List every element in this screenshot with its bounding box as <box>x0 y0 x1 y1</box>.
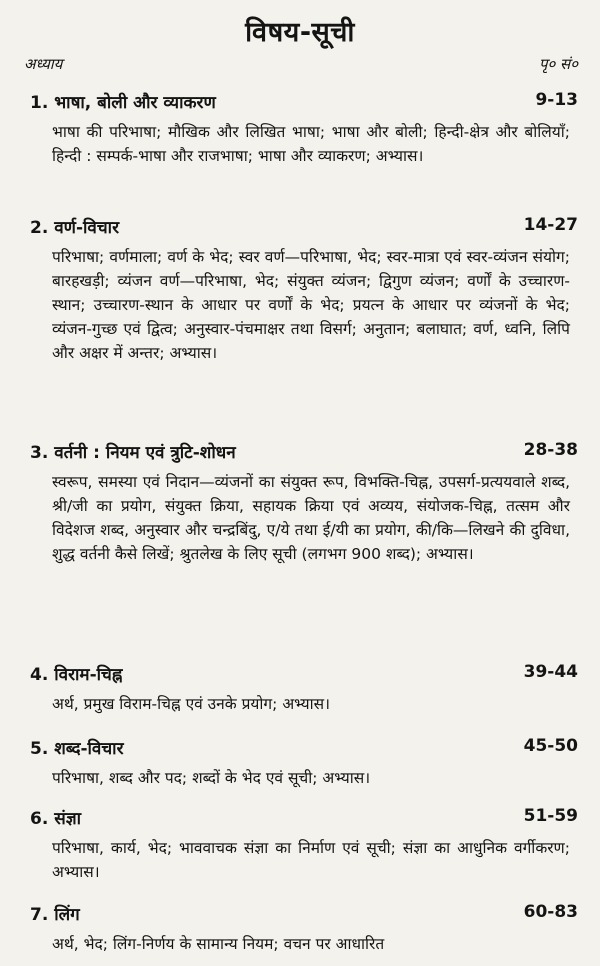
chapter-number: 4. <box>30 665 49 685</box>
chapter-title <box>30 806 81 829</box>
page-number-column-header: पृ० सं० <box>538 55 578 73</box>
chapter-entry-5 <box>0 736 600 790</box>
chapter-entry-7 <box>0 902 600 956</box>
chapter-number: 3. <box>30 443 49 463</box>
chapter-description: भाषा की परिभाषा; मौखिक और लिखित भाषा; भाषा और बोली; हिन्दी-क्षेत्र और बोलियाँ; हिन्दी : सम्पर्क-भाषा और राजभाषा; भाषा और व्याकरण; अभ्यास। <box>52 123 570 165</box>
chapter-title <box>30 440 236 463</box>
chapter-number: 7. <box>30 905 49 925</box>
chapter-entry-6 <box>0 806 600 884</box>
chapter-number: 5. <box>30 739 49 759</box>
chapter-description: स्वरूप, समस्या एवं निदान—व्यंजनों का संयुक्त रूप, विभक्ति-चिह्न, उपसर्ग-प्रत्ययवाले शब्द, श्री/जी का प्रयोग, संयुक्त क्रिया, सहायक क्रिया एवं अव्यय, संयोजक-चिह्न, तत्सम और विदेशज शब्द, अनुस्वार और चन्द्रबिंदु, ए/ये तथा ई/यी का प्रयोग, की/कि—लिखने की दुविधा, शुद्ध वर्तनी कैसे लिखें; श्रुतलेख के लिए सूची (लगभग 900 शब्द); अभ्यास। <box>52 473 570 563</box>
chapter-entry-1 <box>0 90 600 168</box>
chapter-description: परिभाषा; वर्णमाला; वर्ण के भेद; स्वर वर्ण—परिभाषा, भेद; स्वर-मात्रा एवं स्वर-व्यंजन संयोग; बारहखड़ी; व्यंजन वर्ण—परिभाषा, भेद; संयुक्त व्यंजन; द्विगुण व्यंजन; वर्णों के उच्चारण-स्थान; उच्चारण-स्थान के आधार पर वर्णों के भेद; प्रयत्न के आधार पर व्यंजनों के भेद; व्यंजन-गुच्छ एवं द्वित्व; अनुस्वार-पंचमाक्षर तथा विसर्ग; अनुतान; बलाघात; वर्ण, ध्वनि, लिपि और अक्षर में अन्तर; अभ्यास। <box>52 248 570 362</box>
chapter-title <box>30 902 80 925</box>
chapter-name: लिंग <box>54 905 80 925</box>
chapter-entry-3 <box>0 440 600 566</box>
chapter-number: 1. <box>30 93 49 113</box>
chapter-pages: 51-59 <box>523 806 578 826</box>
chapter-pages: 39-44 <box>523 662 578 682</box>
chapter-name: संज्ञा <box>54 809 82 829</box>
chapter-name: विराम-चिह्न <box>54 665 123 685</box>
chapter-name: वर्ण-विचार <box>54 218 120 238</box>
chapter-entry-4 <box>0 662 600 716</box>
chapter-description: परिभाषा, शब्द और पद; शब्दों के भेद एवं सूची; अभ्यास। <box>52 769 371 787</box>
chapter-number: 6. <box>30 809 49 829</box>
chapter-number: 2. <box>30 218 49 238</box>
chapter-description: अर्थ, भेद; लिंग-निर्णय के सामान्य नियम; वचन पर आधारित <box>52 935 385 953</box>
chapter-name: भाषा, बोली और व्याकरण <box>54 93 216 113</box>
chapter-pages: 9-13 <box>535 90 578 110</box>
chapter-description: परिभाषा, कार्य, भेद; भाववाचक संज्ञा का निर्माण एवं सूची; संज्ञा का आधुनिक वर्गीकरण; अभ्यास। <box>52 839 570 881</box>
chapter-name: वर्तनी : नियम एवं त्रुटि-शोधन <box>54 443 236 463</box>
chapter-pages: 14-27 <box>523 215 578 235</box>
chapter-pages: 28-38 <box>523 440 578 460</box>
chapter-title <box>30 662 122 685</box>
chapter-pages: 45-50 <box>523 736 578 756</box>
page-title: विषय-सूची <box>245 17 355 48</box>
chapter-title <box>30 90 216 113</box>
chapter-name: शब्द-विचार <box>54 739 124 759</box>
chapter-pages: 60-83 <box>523 902 578 922</box>
chapter-title <box>30 215 119 238</box>
chapter-title <box>30 736 124 759</box>
chapter-column-header: अध्याय <box>24 55 63 73</box>
chapter-entry-2 <box>0 215 600 365</box>
chapter-description: अर्थ, प्रमुख विराम-चिह्न एवं उनके प्रयोग; अभ्यास। <box>52 695 330 713</box>
